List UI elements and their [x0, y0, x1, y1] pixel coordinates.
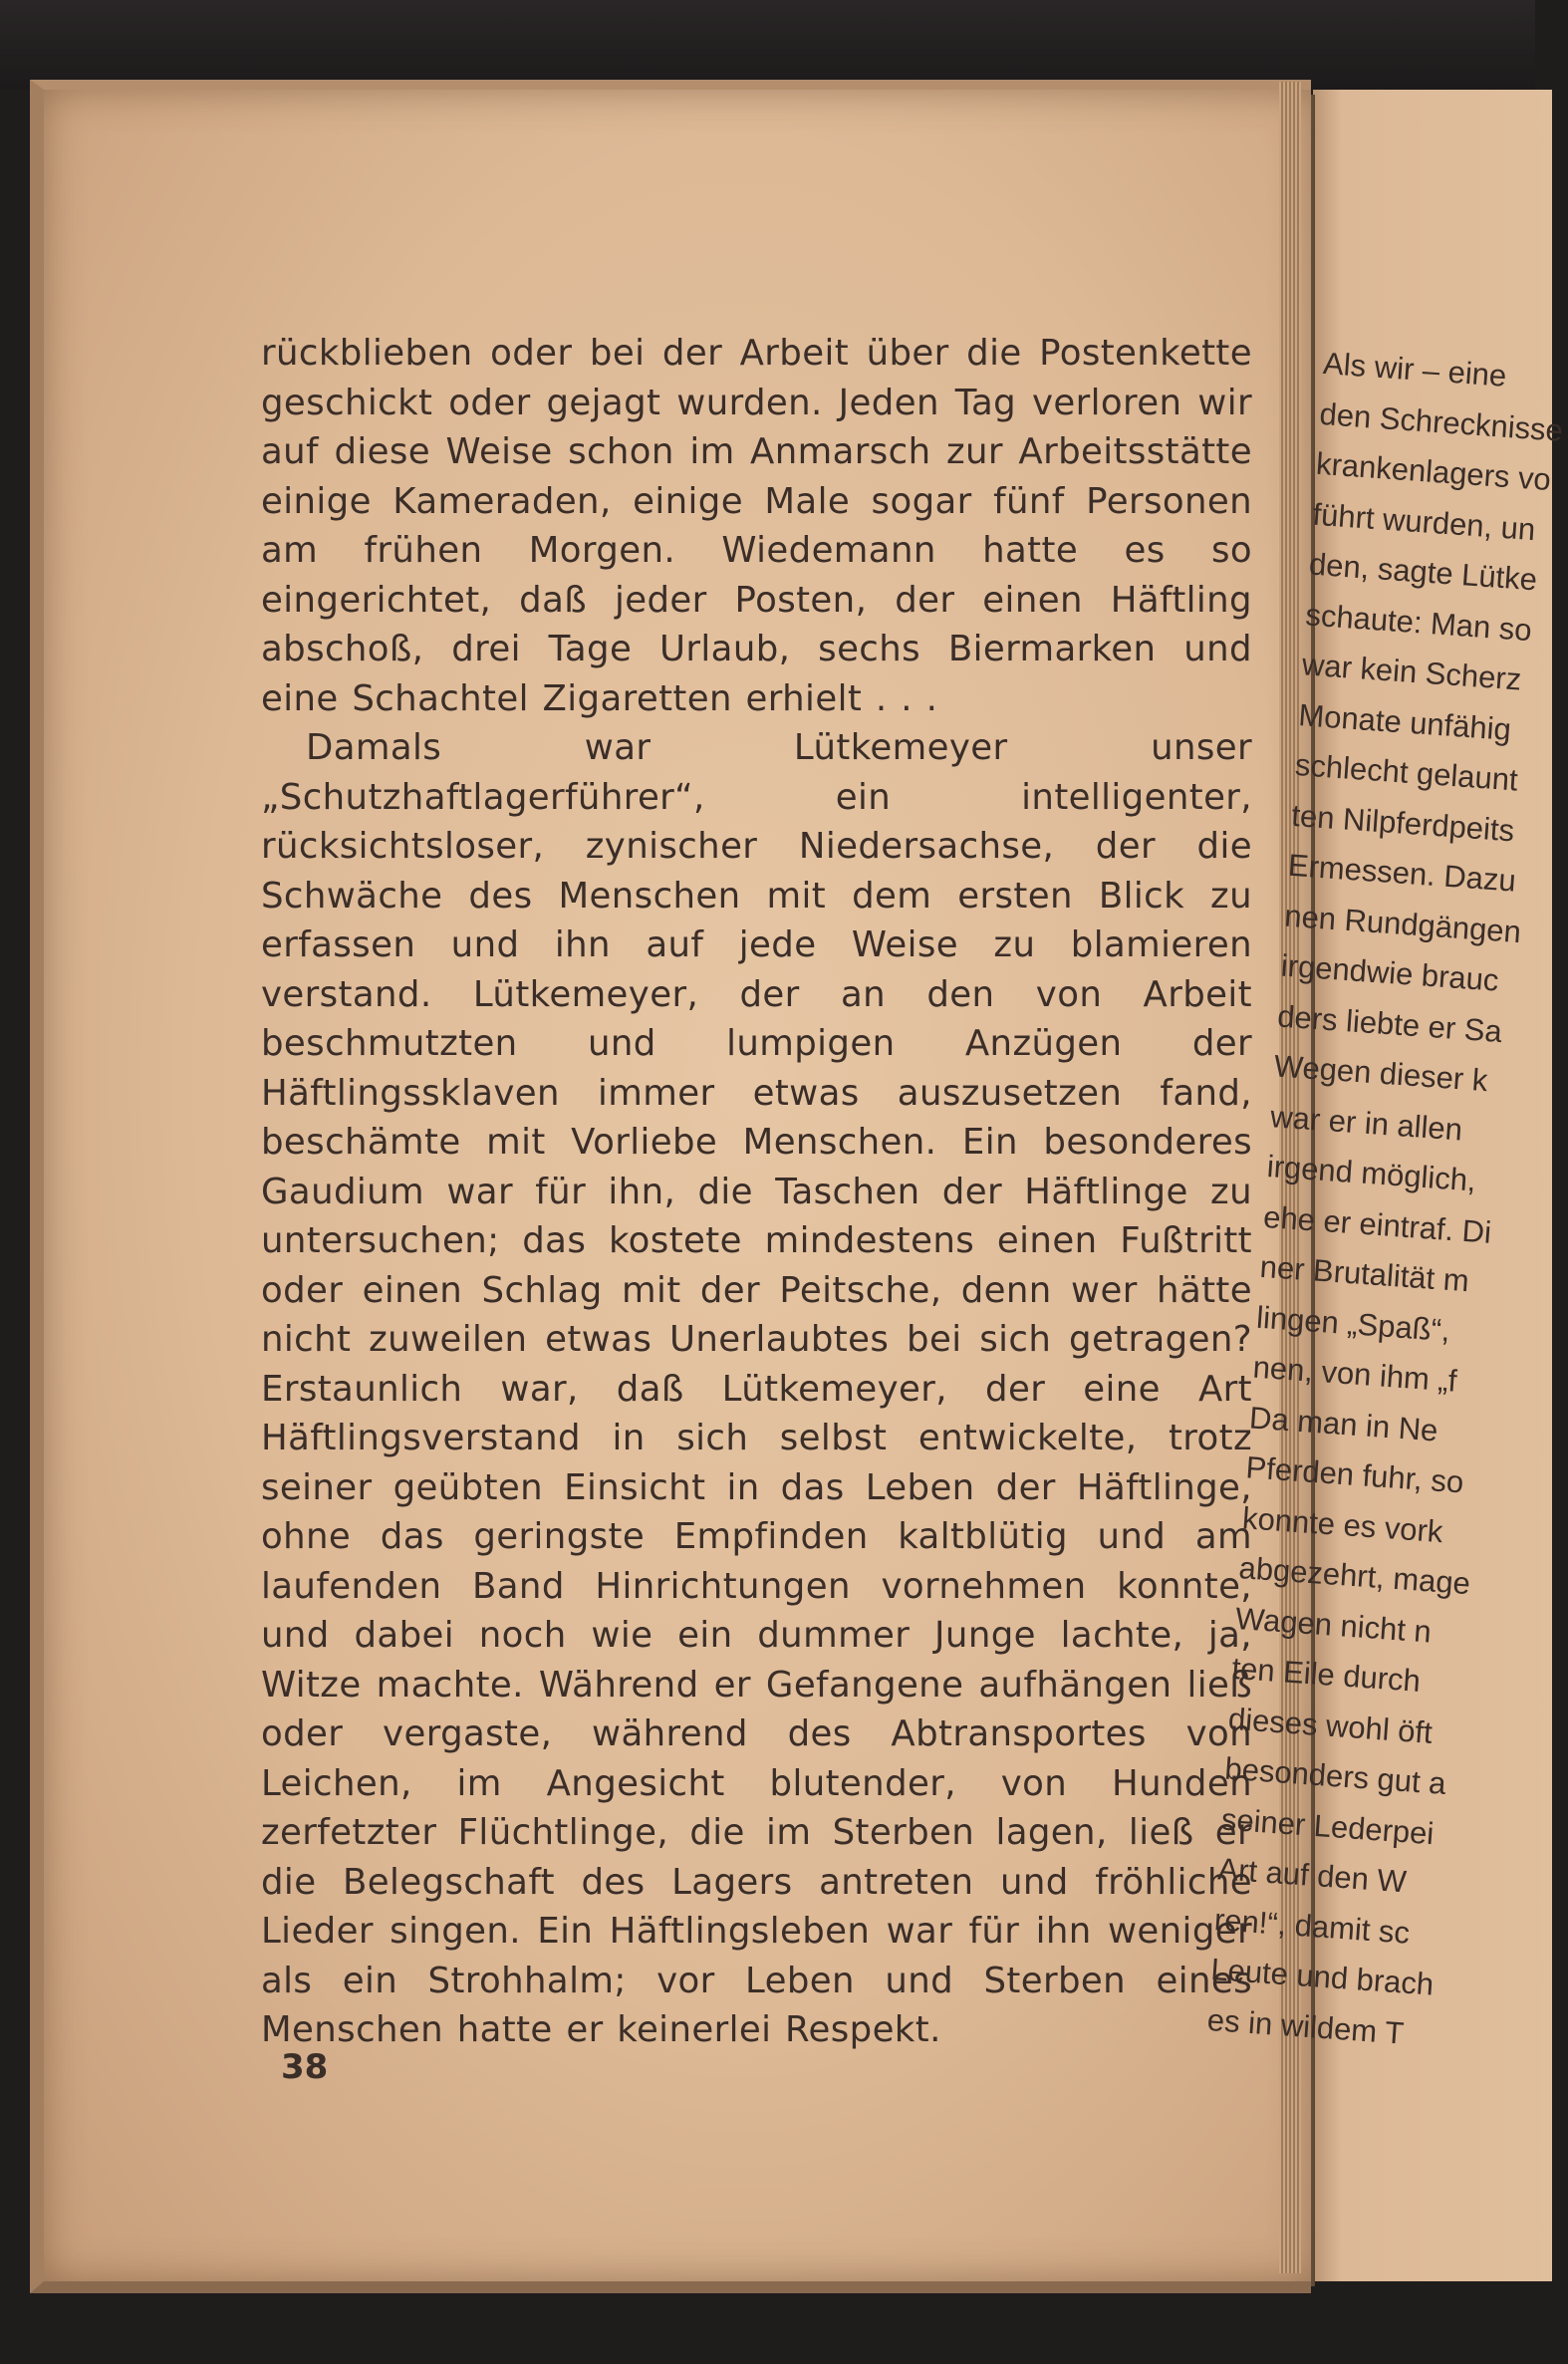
right-page-line: nen, von ihm „f: [1251, 1349, 1458, 1399]
right-page-line: irgendwie brauc: [1279, 947, 1500, 998]
right-page-line: abgezehrt, mage: [1237, 1550, 1472, 1602]
right-page-line: krankenlagers vo: [1315, 445, 1552, 498]
right-page-line: ten Eile durch: [1230, 1650, 1423, 1699]
right-page-line: Wegen dieser k: [1272, 1048, 1489, 1099]
page-number: 38: [281, 2047, 329, 2087]
right-page-line: den Schrecknisse: [1318, 395, 1565, 448]
right-page-line: Art auf den W: [1216, 1851, 1408, 1900]
right-page-line: Da man in Ne: [1248, 1399, 1439, 1448]
right-page-line: ten Nilpferdpeits: [1290, 797, 1516, 848]
right-page-line: besonders gut a: [1223, 1750, 1447, 1801]
left-page-text: [261, 329, 1252, 2055]
right-page-line: irgend möglich,: [1265, 1149, 1477, 1198]
right-page-line: Leute und brach: [1209, 1952, 1436, 2002]
right-page-line: Als wir – eine: [1322, 345, 1508, 394]
right-page-line: schlecht gelaunt: [1293, 746, 1519, 798]
right-page-line: Pferden fuhr, so: [1244, 1449, 1465, 1500]
right-page-line: seiner Lederpei: [1219, 1800, 1436, 1851]
paragraph-1: rückblieben oder bei der Arbeit über die Postenkette geschickt oder gejagt wurden. Jeden Tag verloren wir auf diese Weise schon im Anmarsch zur Arbeitsstätte einige Kameraden, einige Male sogar fünf Personen am frühen Morgen. Wiedemann hatte es so eingerichtet, daß jeder Posten, der einen Häftling abschoß, drei Tage Urlaub, sechs Biermarken und eine Schachtel Zigaretten erhielt . . .: [261, 333, 1252, 719]
right-page-line: nen Rundgängen: [1283, 898, 1523, 949]
right-page-line: schaute: Man so: [1304, 596, 1533, 648]
right-page-line: es in wildem T: [1205, 2001, 1406, 2051]
right-page-line: lingen „Spaß“,: [1255, 1299, 1451, 1348]
right-page-line: ner Brutalität m: [1258, 1248, 1470, 1299]
right-page-line: den, sagte Lütke: [1307, 546, 1539, 598]
right-page-line: führt wurden, un: [1311, 496, 1537, 547]
right-page-line: dieses wohl öft: [1226, 1701, 1434, 1750]
right-page-line: war kein Scherz: [1300, 647, 1523, 697]
right-page-line: ren!“, damit sc: [1212, 1901, 1412, 1951]
right-page-line: war er in allen: [1269, 1098, 1464, 1148]
right-page-line: Ermessen. Dazu: [1286, 847, 1517, 899]
right-page-line: konnte es vork: [1241, 1499, 1444, 1549]
right-page-line: ehe er eintraf. Di: [1262, 1198, 1493, 1250]
paragraph-2: Damals war Lütkemeyer unser „Schutzhaftlagerführer“, ein intelligenter, rücksichtsloser, zynischer Niedersachse, der die Schwäche des Menschen mit dem ersten Blick zu erfassen und ihn auf jede Weise zu blamieren verstand. Lütkemeyer, der an den von Arbeit beschmutzten und lumpigen Anzügen der Häftlingssklaven immer etwas auszusetzen fand, beschämte mit Vorliebe Menschen. Ein besonderes Gaudium war für ihn, die Taschen der Häftlinge zu untersuchen; das kostete mindestens einen Fußtritt oder einen Schlag mit der Peitsche, denn wer hätte nicht zuweilen etwas Unerlaubtes bei sich getragen? Erstaunlich war, daß Lütkemeyer, der eine Art Häftlingsverstand in sich selbst entwickelte, trotz seiner geübten Einsicht in das Leben der Häftlinge, ohne das geringste Empfinden kaltblütig und am laufenden Band Hinrichtungen vornehmen konnte, und dabei noch wie ein dummer Junge lachte, ja, Witze machte. Während er Gefangene aufhängen ließ oder vergaste, während des Abtransportes von Leichen, im Angesicht blutender, von Hunden zerfetzter Flüchtlinge, die im Sterben lagen, ließ er die Belegschaft des Lagers antreten und fröhliche Lieder singen. Ein Häftlingsleben war für ihn weniger als ein Strohhalm; vor Leben und Sterben eines Menschen hatte er keinerlei Respekt.: [261, 727, 1252, 2050]
right-page-line: Wagen nicht n: [1234, 1600, 1433, 1650]
right-page-line: Monate unfähig: [1297, 696, 1513, 747]
dark-background: [0, 0, 1535, 90]
right-page-line: ders liebte er Sa: [1276, 997, 1503, 1049]
